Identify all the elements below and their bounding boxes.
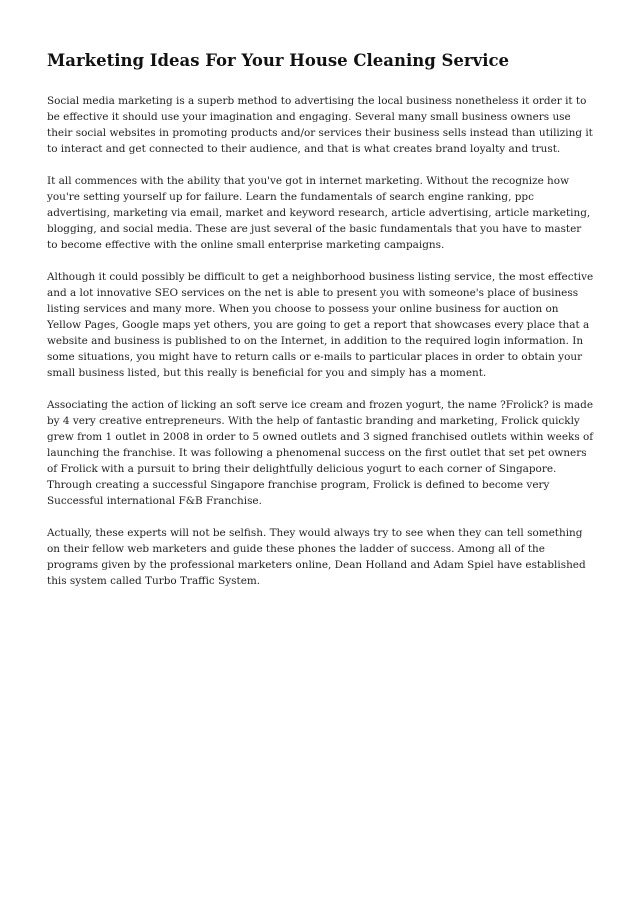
document-page <box>47 50 595 605</box>
paragraph-4: Associating the action of licking an soft serve ice cream and frozen yogurt, the name ?Frolick? is made by 4 very creative entrepreneurs. With the help of fantastic branding and marketing, Frolick quickly grew from 1 outlet in 2008 in order to 5 owned outlets and 3 signed franchised outlets within weeks of launching the franchise. It was following a phenomenal success on the first outlet that set pet owners of Frolick with a pursuit to bring their delightfully delicious yogurt to each corner of Singapore. Through creating a successful Singapore franchise program, Frolick is defined to become very Successful international F&B Franchise. <box>47 399 594 507</box>
paragraph-5: Actually, these experts will not be selfish. They would always try to see when they can tell something on their fellow web marketers and guide these phones the ladder of success. Among all of the programs given by the professional marketers online, Dean Holland and Adam Spiel have established this system called Turbo Traffic System. <box>47 527 586 587</box>
paragraph-1: Social media marketing is a superb method to advertising the local business nonetheless it order it to be effective it should use your imagination and engaging. Several many small business owners use their social websites in promoting products and/or services their business sells instead than utilizing it to interact and get connected to their audience, and that is what creates brand loyalty and trust. <box>47 95 593 155</box>
paragraph-2: It all commences with the ability that you've got in internet marketing. Without the recognize how you're setting yourself up for failure. Learn the fundamentals of search engine ranking, ppc advertising, marketing via email, market and keyword research, article advertising, article marketing, blogging, and social media. These are just several of the basic fundamentals that you have to master to become effective with the online small enterprise marketing campaigns. <box>47 175 591 251</box>
document-title: Marketing Ideas For Your House Cleaning Service <box>47 51 510 70</box>
paragraph-3: Although it could possibly be difficult to get a neighborhood business listing service, the most effective and a lot innovative SEO services on the net is able to present you with someone's place of business listing services and many more. When you choose to possess your online business for auction on Yellow Pages, Google maps yet others, you are going to get a report that showcases every place that a website and business is published to on the Internet, in addition to the required login information. In some situations, you might have to return calls or e-mails to particular places in order to obtain your small business listed, but this really is beneficial for you and simply has a moment. <box>47 271 594 379</box>
